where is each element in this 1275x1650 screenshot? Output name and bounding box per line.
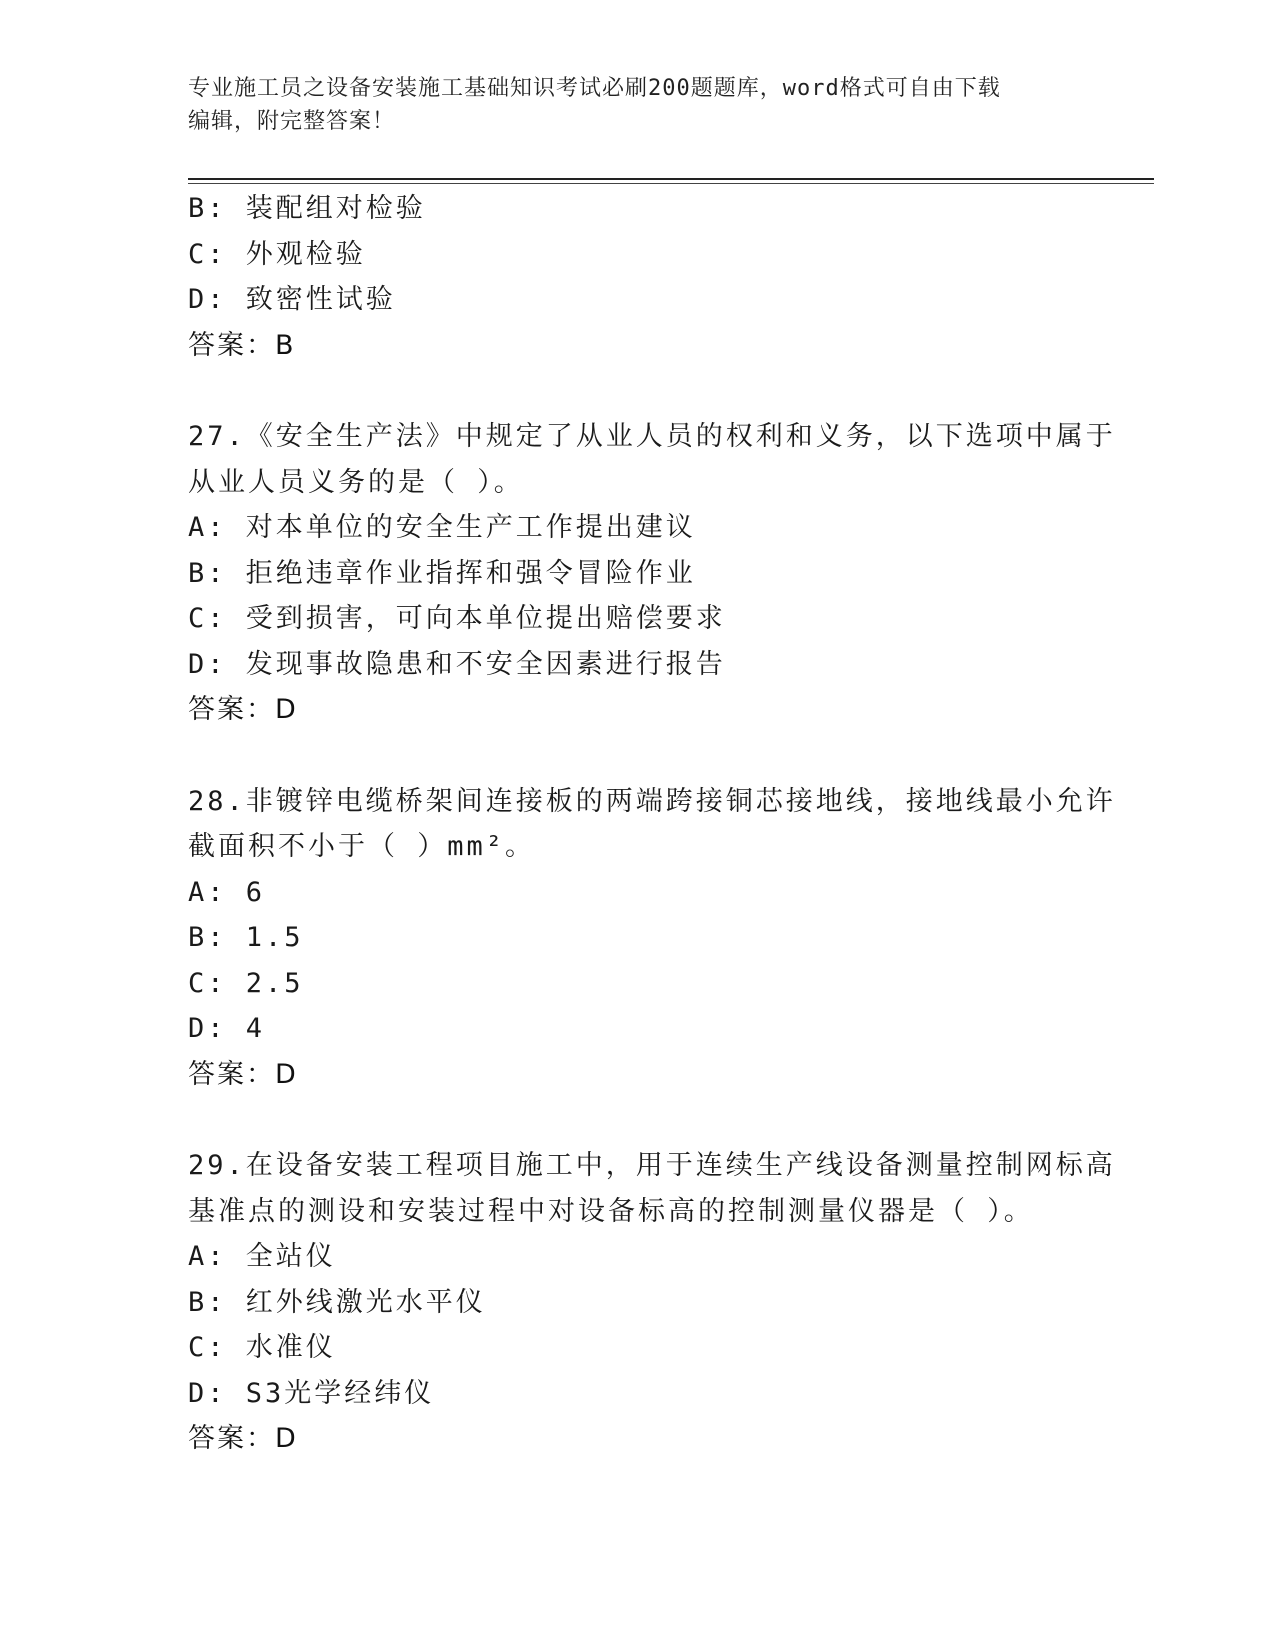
option-a: A: 全站仪 [188, 1241, 336, 1272]
answer-line: 答案：B [188, 329, 296, 361]
answer-line: 答案：D [188, 1423, 298, 1454]
option-b: B: 红外线激光水平仪 [188, 1286, 486, 1318]
option-b: B: 装配组对检验 [188, 193, 426, 224]
question-stem-line2: 从业人员义务的是（ ）。 [188, 466, 524, 498]
question-stem-line1: 29.在设备安装工程项目施工中，用于连续生产线设备测量控制网标高 [188, 1150, 1116, 1181]
question-stem-line1: 28.非镀锌电缆桥架间连接板的两端跨接铜芯接地线，接地线最小允许 [188, 785, 1116, 817]
option-c: C: 水准仪 [188, 1332, 336, 1363]
option-b: B: 1.5 [188, 922, 304, 953]
option-d: D: 致密性试验 [188, 284, 396, 315]
question-29 [188, 1143, 1116, 1462]
header-title-line2: 编辑，附完整答案！ [188, 109, 396, 134]
header-title-line1: 专业施工员之设备安装施工基础知识考试必刷200题题库，word格式可自由下载 [188, 76, 1001, 101]
option-d: D: S3光学经纬仪 [188, 1377, 435, 1409]
answer-line: 答案：D [188, 1058, 298, 1090]
option-a: A: 对本单位的安全生产工作提出建议 [188, 512, 696, 543]
option-c: C: 受到损害，可向本单位提出赔偿要求 [188, 603, 726, 634]
question-list [188, 186, 1116, 1462]
question-stem-line2: 截面积不小于（ ）mm²。 [188, 831, 536, 862]
option-c: C: 2.5 [188, 967, 304, 999]
option-b: B: 拒绝违章作业指挥和强令冒险作业 [188, 557, 696, 589]
header-divider-thin [188, 183, 1154, 184]
option-a: A: 6 [188, 876, 266, 908]
answer-line: 答案：D [188, 694, 298, 725]
option-d: D: 发现事故隐患和不安全因素进行报告 [188, 648, 726, 680]
header-divider-thick [188, 178, 1154, 180]
option-d: D: 4 [188, 1013, 266, 1044]
question-stem-line1: 27.《安全生产法》中规定了从业人员的权利和义务，以下选项中属于 [188, 421, 1116, 452]
question-stem-line2: 基准点的测设和安装过程中对设备标高的控制测量仪器是（ ）。 [188, 1195, 1034, 1227]
question-26 [188, 186, 1088, 368]
document-header [188, 72, 1068, 138]
question-27 [188, 414, 1116, 733]
option-c: C: 外观检验 [188, 238, 366, 270]
question-28 [188, 779, 1116, 1098]
